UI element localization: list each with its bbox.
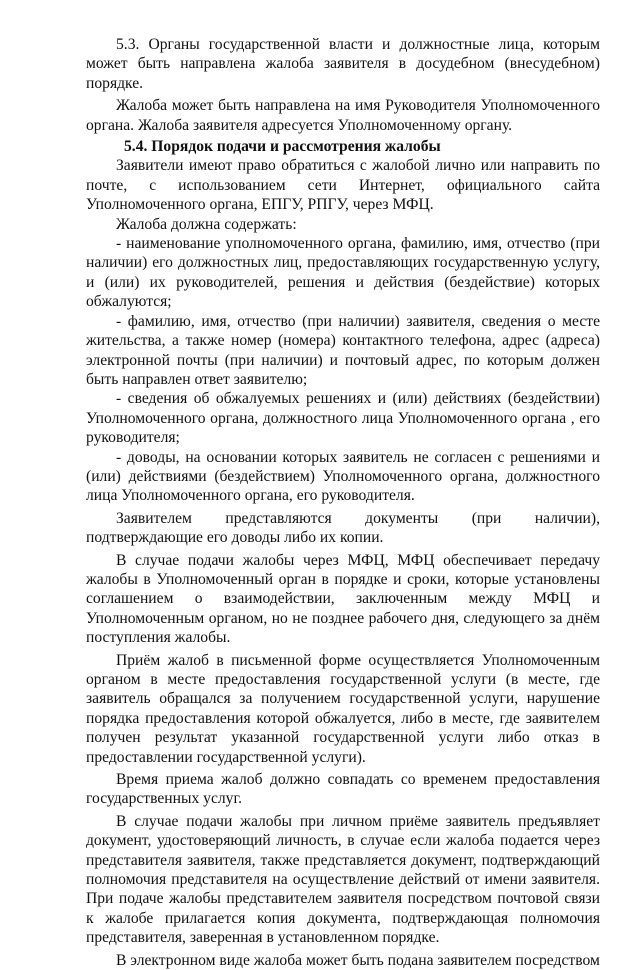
paragraph-complaint-addressee: Жалоба может быть направлена на имя Руководителя Уполномоченного органа. Жалоба заявителя адресуется Уполномоченному органу. <box>86 97 600 134</box>
list-item: - наименование уполномоченного органа, фамилию, имя, отчество (при наличии) его должностных лиц, предоставляющих государственную услугу, и (или) их руководителей, решения и действия (бездействие) которых обжалуются; <box>86 235 600 311</box>
section-heading-5-4: 5.4. Порядок подачи и рассмотрения жалобы <box>124 138 441 156</box>
paragraph-personal-reception: В случае подачи жалобы при личном приёме заявитель предъявляет документ, удостоверяющий личность, в случае если жалоба подается через представителя заявителя, также представляется документ, подтверждающий полномочия представителя на осуществление действий от имени заявителя. При подаче жалобы представителем заявителя посредством почтовой связи к жалобе прилагается копия документа, подтверждающая полномочия представителя, заверенная в установленном порядке. <box>86 812 600 947</box>
paragraph-electronic-submission: В электронном виде жалоба может быть подана заявителем посредством <box>116 951 600 969</box>
paragraph-mfc-submission: В случае подачи жалобы через МФЦ, МФЦ обеспечивает передачу жалобы в Уполномоченный орган в порядке и сроки, которые установлены соглашением о взаимодействии, заключенным между МФЦ и Уполномоченным органом, но не позднее рабочего дня, следующего за днём поступления жалобы. <box>86 551 600 647</box>
paragraph-complaint-contents: Жалоба должна содержать: <box>116 215 297 233</box>
paragraph-submission-channels: Заявители имеют право обратиться с жалобой лично или направить по почте, с использованием сети Интернет, официального сайта Уполномоченного органа, ЕПГУ, РПГУ, через МФЦ. <box>86 157 600 214</box>
paragraph-reception-time: Время приема жалоб должно совпадать со временем предоставления государственных услуг. <box>86 771 600 808</box>
list-item: - фамилию, имя, отчество (при наличии) заявителя, сведения о месте жительства, а также номер (номера) контактного телефона, адрес (адреса) электронной почты (при наличии) и почтовый адрес, по которым должен быть направлен ответ заявителю; <box>86 312 600 388</box>
paragraph-written-complaints: Приём жалоб в письменной форме осуществляется Уполномоченным органом в месте предоставления государственной услуги (в месте, где заявитель обращался за получением государственной услуги, нарушение порядка предоставления которой обжалуется, либо в месте, где заявителем получен результат указанной государственной услуги либо отказ в предоставлении государственной услуги). <box>86 651 600 766</box>
list-item: - доводы, на основании которых заявитель не согласен с решениями и (или) действиями (бездействием) Уполномоченного органа, должностного лица Уполномоченного органа, его руководителя. <box>86 448 600 505</box>
list-item: - сведения об обжалуемых решениях и (или) действиях (бездействии) Уполномоченного органа, должностного лица Уполномоченного органа , его руководителя; <box>86 390 600 447</box>
paragraph-5-3: 5.3. Органы государственной власти и должностные лица, которым может быть направлена жалоба заявителя в досудебном (внесудебном) порядке. <box>86 36 600 92</box>
paragraph-supporting-documents: Заявителем представляются документы (при наличии), подтверждающие его доводы либо их копии. <box>86 509 600 547</box>
